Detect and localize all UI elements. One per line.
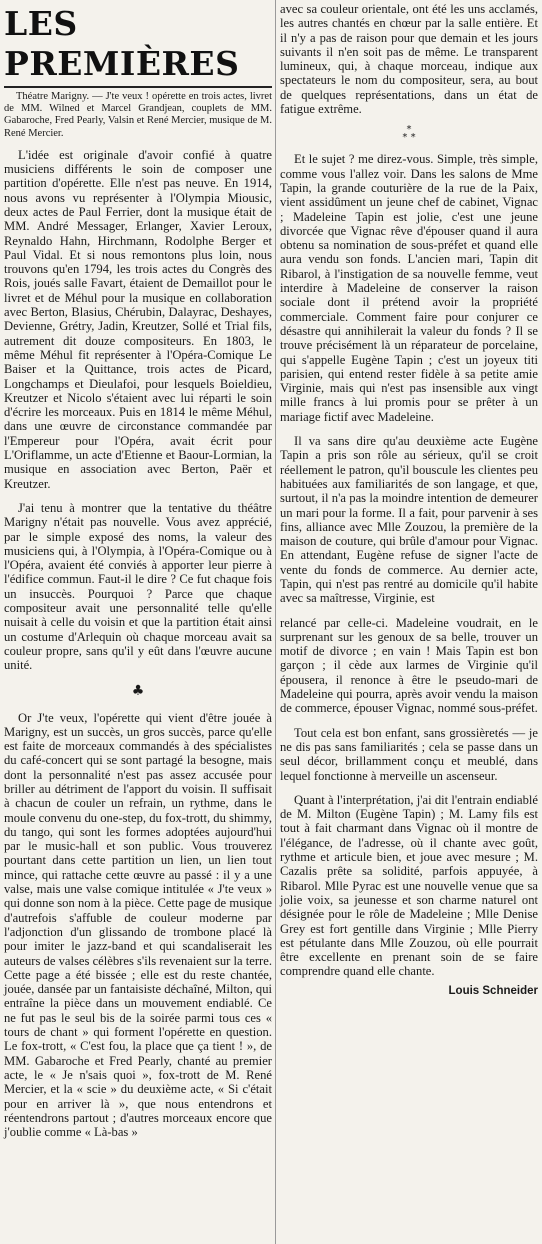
paragraph-decor: Tout cela est bon enfant, sans grossièretés — je ne dis pas sans familiarités ; cela se passe dans un seul décor, brillamment conçu et meublé, dans lequel fonctionne à merveille un ascenseur. <box>280 725 538 783</box>
page-title: LES PREMIÈRES <box>4 4 240 83</box>
right-column <box>280 2 538 997</box>
left-column <box>4 4 272 1139</box>
play-credits: Théatre Marigny. — J'te veux ! opérette en trois actes, livret de MM. Wilned et Marcel Grandjean, couplets de MM. Gabaroche, Fred Pearly, Valsin et René Mercier, musique de M. René Mercier. <box>4 91 272 139</box>
paragraph-continuation: avec sa couleur orientale, ont été les uns acclamés, les autres chantés en chœur par la salle entière. Et il n'y a pas de raison pour que demain et les jours suivants il n'en soit pas de même. Le transparent lumineux, qui, à chaque morceau, indique aux spectateurs le nom du compositeur, sera, au bout de quelques représentations, dans un état de fatigue extrême. <box>280 2 538 117</box>
paragraph-ending: relancé par celle-ci. Madeleine voudrait, en le surprenant sur les genoux de sa belle, trouver un motif de divorce ; en vain ! Mais Tapin est bon garçon ; il cède aux larmes de Virginie qu'il épousera, il renonce à être le pseudo-mari de Madeleine qui pourra, après avoir vendu la maison de commerce, épouser Vignac, nommé sous-préfet. <box>280 615 538 716</box>
paragraph-success: Or J'te veux, l'opérette qui vient d'être jouée à Marigny, est un succès, un gros succès, parce qu'elle est faite de morceaux commandés à des spécialistes du café-concert qui se sont partagé la besogne, mais dont la personnalité n'est pas assez accusée pour briller au détriment de l'apport du voisin. Il suffisait à chacun de couler un refrain, un rythme, dans le moule convenu du one-step, du fox-trott, du shimmy, du tango, qui sont les formes adoptées aujourd'hui par le music-hall et son public. Vous trouverez pourtant dans cette partition un lien, un lien tout mince, qui rattache cette œuvre au passé : il y a une valse, mais une valse comique intitulée « J'te veux » qui donne son nom à la pièce. Cette page de musique d'autrefois s'affuble de couleur moderne par l'adjonction d'un glissando de trombone placé là pour imiter le jazz-band et qui scandaliserait les auteurs de valses célèbres s'ils revenaient sur la terre. Cette page a été bissée ; elle est du reste chantée, jouée, dansée par un fantaisiste déchaîné, Milton, qui entraîne la pièce dans un mouvement endiablé. Ce ne fut pas le seul bis de la soirée parmi tous ces « tours de chant » qui forment l'opérette en question. Le fox-trott, « C'est fou, la place que ça tient ! », de MM. Gabaroche et Fred Pearly, chanté au premier acte, le « Je n'sais quoi », fox-trott de M. René Mercier, et la « scie » du deuxième acte, « Si c'était pour en arriver là », que nous entendrons et réentendrons partout ; d'autres morceaux encore que j'oublie comme « Là-bas » <box>4 710 272 1140</box>
author-signature: Louis Schneider <box>448 984 538 997</box>
paragraph-attempt: J'ai tenu à montrer que la tentative du théâtre Marigny n'était pas nouvelle. Vous avez apprécié, par le simple exposé des noms, la valeur des musiciens qui, à l'Olympia, à l'Opéra-Comique ou à l'Opéra, avaient été conviés à apporter leur pierre à l'édifice commun. Faut-il le dire ? Ce fut chaque fois un insuccès. Pourquoi ? Parce que chaque compositeur avait une personnalité telle qu'elle nuisait à celle du voisin et que la partition était ainsi un costume d'Arlequin où chaque morceau avait sa couleur propre, sans qu'il y eût dans l'œuvre aucune unité. <box>4 500 272 673</box>
paragraph-history: L'idée est originale d'avoir confié à quatre musiciens différents le soin de composer une partition d'opérette. Elle n'est pas neuve. En 1914, nous avons vu représenter à l'Olympia Miousic, deux actes de Paul Ferrier, dont la musique était de MM. André Messager, Erlanger, Xavier Leroux, Reynaldo Hahn, Hirchmann, Rodolphe Berger et Paul Vidal. Et si nous remontons plus loin, nous trouvons qu'en 1794, les trois actes du Congrès des Rois, joués salle Favart, étaient de Demaillot pour le livret et de Méhul pour la musique en collaboration avec Berton, Blasius, Chérubin, Dalayrac, Deshayes, Devienne, Grétry, Jadin, Kreutzer, Sollé et Trial fils, autrement dit douze compositeurs. En 1803, le même Méhul fit représenter à l'Opéra-Comique Le Baiser et la Quittance, trois actes de Picard, Longchamps et Dieulafoi, pour lesquels Boieldieu, Kreutzer et Nicolo s'étaient avec lui réparti le soin d'écrire les morceaux. Puis en 1814 le même Méhul, dans une œuvre de circonstance commandée par l'Empereur pour l'Opéra, avait écrit pour L'Oriflamme, un acte d'Etienne et Baour-Lormian, la musique en association avec Berton, Paër et Kreutzer. <box>4 147 272 491</box>
trefoil-icon: ♣ <box>131 682 145 699</box>
paragraph-plot: Et le sujet ? me direz-vous. Simple, très simple, comme vous l'allez voir. Dans les salons de Mme Tapin, la grande couturière de la rue de la Paix, vient assidûment un jeune chef de cabinet, Vignac ; Madeleine Tapin est jolie, c'est une jeune divorcée que Vignac rêve d'épouser quand il aura obtenu sa nomination de sous-préfet et quand elle aura vendu son fonds. L'ancien mari, Tapin dit Ribarol, à l'instigation de sa nouvelle femme, veut interdire à Madeleine de conserver la raison sociale dont il prétend avoir la propriété commerciale. Comment faire pour conjurer ce désastre qui annihilerait la valeur du fonds ? Il se trouve précisément là un réparateur de porcelaine, qui s'appelle Eugène Tapin ; c'est un joyeux titi parisien, qui entend rester fidèle à sa petite amie Virginie, mais qui n'est pas insensible aux vingt mille francs à lui promis pour se prêter à un mariage fictif avec Madeleine. <box>280 152 538 424</box>
paragraph-second-act: Il va sans dire qu'au deuxième acte Eugène Tapin a pris son rôle au sérieux, qu'il se croit réellement le patron, qu'il bouscule les clientes peu habituées aux familiarités de son langage, et que, surtout, il n'a pas la moindre intention de demeurer un mari pour la forme. Il a fait, pour parvenir à ses fins, alliance avec Mlle Zouzou, la première de la maison de couture, qui brûle d'amour pour Vignac. En attendant, Eugène refuse de signer l'acte de vente du fonds de commerce. Au dernier acte, Tapin, qui n'est pas rentré au domicile qu'il habite avec sa maîtresse, Virginie, est <box>280 434 538 606</box>
title-rule <box>4 86 272 88</box>
asterism-icon: * * * <box>402 124 416 144</box>
column-divider <box>275 0 276 1244</box>
paragraph-cast: Quant à l'interprétation, j'ai dit l'entrain endiablé de M. Milton (Eugène Tapin) ; M. Lamy fils est tout à fait charmant dans Vignac où il montre de l'élégance, de l'adresse, où il chante avec goût, rythme et articule bien, et joue avec mesure ; M. Cazalis prête sa solidité, parfois appuyée, à Ribarol. Mlle Pyrac est une nouvelle venue que sa jolie voix, sa jeunesse et son charme naturel ont désignée pour le rôle de Madeleine ; Mlle Denise Grey est fort gentille dans Virginie ; Mlle Pierry est pétulante dans Mlle Zouzou, où elle pourrait être excellente en prenant soin de se faire comprendre quand elle chante. <box>280 792 538 979</box>
